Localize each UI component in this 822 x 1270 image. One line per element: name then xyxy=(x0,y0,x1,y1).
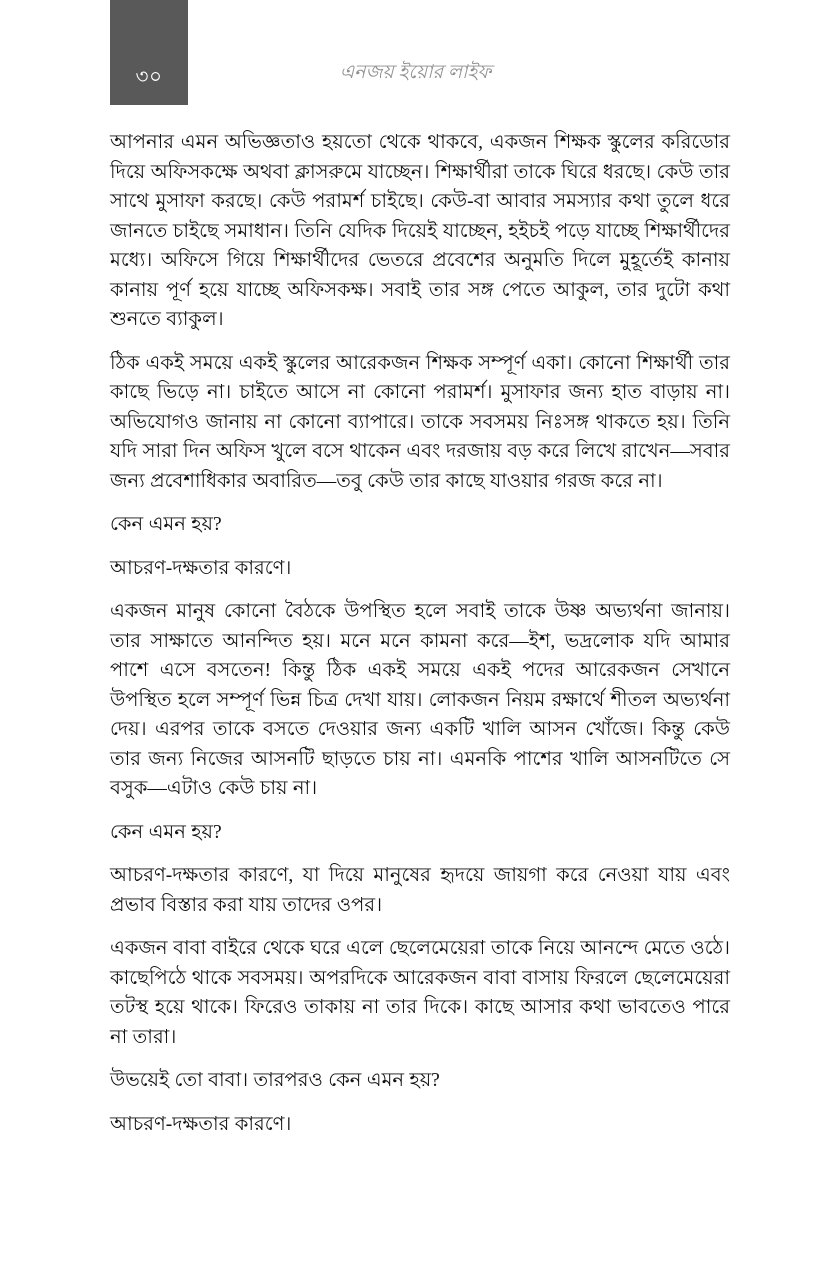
paragraph: একজন মানুষ কোনো বৈঠকে উপস্থিত হলে সবাই তাকে উষ্ণ অভ্যর্থনা জানায়। তার সাক্ষাতে আনন্দিত হয়। মনে মনে কামনা করে—ইশ, ভদ্রলোক যদি আমার পাশে এসে বসতেন! কিন্তু ঠিক একই সময়ে একই পদের আরেকজন সেখানে উপস্থিত হলে সম্পূর্ণ ভিন্ন চিত্র দেখা যায়। লোকজন নিয়ম রক্ষার্থে শীতল অভ্যর্থনা দেয়। এরপর তাকে বসতে দেওয়ার জন্য একটি খালি আসন খোঁজে। কিন্তু কেউ তার জন্য নিজের আসনটি ছাড়তে চায় না। এমনকি পাশের খালি আসনটিতে সে বসুক—এটাও কেউ চায় না। xyxy=(110,601,730,799)
paragraph-question: কেন এমন হয়? xyxy=(110,514,222,535)
page-number: ৩০ xyxy=(135,66,163,88)
paragraph-answer: আচরণ-দক্ষতার কারণে। xyxy=(110,1113,292,1135)
paragraph: ঠিক একই সময়ে একই স্কুলের আরেকজন শিক্ষক সম্পূর্ণ একা। কোনো শিক্ষার্থী তার কাছে ভিড়ে না। চাইতে আসে না কোনো পরামর্শ। মুসাফার জন্য হাত বাড়ায় না। অভিযোগও জানায় না কোনো ব্যাপারে। তাকে সবসময় নিঃসঙ্গ থাকতে হয়। তিনি যদি সারা দিন অফিস খুলে বসে থাকেন এবং দরজায় বড় করে লিখে রাখেন—সবার জন্য প্রবেশাধিকার অবারিত—তবু কেউ তার কাছে যাওয়ার গরজ করে না। xyxy=(110,352,730,492)
folio-block xyxy=(110,0,188,105)
paragraph-question: কেন এমন হয়? xyxy=(110,821,222,843)
paragraph: আপনার এমন অভিজ্ঞতাও হয়তো থেকে থাকবে, একজন শিক্ষক স্কুলের করিডোর দিয়ে অফিসকক্ষে অথবা ক্লাসরুমে যাচ্ছেন। শিক্ষার্থীরা তাকে ঘিরে ধরছে। কেউ তার সাথে মুসাফা করছে। কেউ পরামর্শ চাইছে। কেউ-বা আবার সমস্যার কথা তুলে ধরে জানতে চাইছে সমাধান। তিনি যেদিক দিয়েই যাচ্ছেন, হইচই পড়ে যাচ্ছে শিক্ষার্থীদের মধ্যে। অফিসে গিয়ে শিক্ষার্থীদের ভেতরে প্রবেশের অনুমতি দিলে মুহূর্তেই কানায় কানায় পূর্ণ হয়ে যাচ্ছে অফিসকক্ষ। সবাই তার সঙ্গ পেতে আকুল, তার দুটো কথা শুনতে ব্যাকুল। xyxy=(110,132,730,330)
running-header-title: এনজয় ইয়োর লাইফ xyxy=(339,62,492,83)
paragraph-question: উভয়েই তো বাবা। তারপরও কেন এমন হয়? xyxy=(110,1070,440,1091)
page-header xyxy=(0,0,822,106)
paragraph-answer: আচরণ-দক্ষতার কারণে। xyxy=(110,557,292,579)
paragraph-answer: আচরণ-দক্ষতার কারণে, যা দিয়ে মানুষের হৃদয়ে জায়গা করে নেওয়া যায় এবং প্রভাব বিস্তার করা যায় তাদের ওপর। xyxy=(110,865,730,916)
paragraph: একজন বাবা বাইরে থেকে ঘরে এলে ছেলেমেয়েরা তাকে নিয়ে আনন্দে মেতে ওঠে। কাছেপিঠে থাকে সবসময়। অপরদিকে আরেকজন বাবা বাসায় ফিরলে ছেলেমেয়েরা তটস্থ হয়ে থাকে। ফিরেও তাকায় না তার দিকে। কাছে আসার কথা ভাবতেও পারে না তারা। xyxy=(110,938,730,1048)
body-text-column xyxy=(110,128,730,1139)
